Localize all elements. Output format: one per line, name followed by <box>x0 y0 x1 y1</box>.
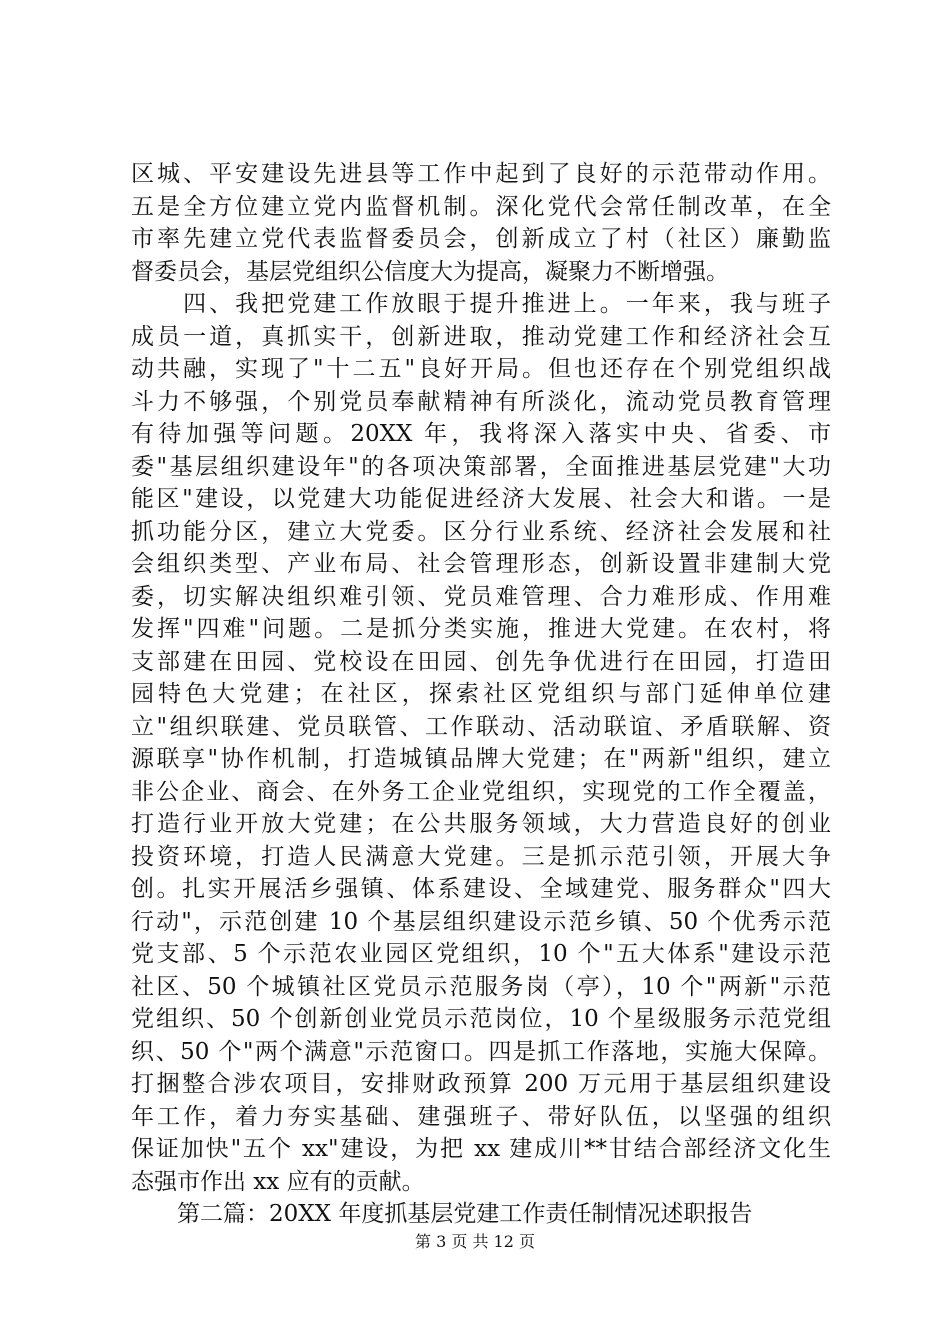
document-body <box>131 158 831 1231</box>
text-line: 织、50 个"两个满意"示范窗口。四是抓工作落地，实施大保障。 <box>131 1038 831 1065</box>
text-line: 园特色大党建；在社区，探索社区党组织与部门延伸单位建 <box>131 681 831 707</box>
text-line: 委，切实解决组织难引领、党员难管理、合力难形成、作用难 <box>131 583 831 610</box>
text-line: 督委员会，基层党组织公信度大为提高，凝聚力不断增强。 <box>131 258 729 285</box>
text-line: 发挥"四难"问题。二是抓分类实施，推进大党建。在农村，将 <box>131 616 831 642</box>
text-line: 委"基层组织建设年"的各项决策部署，全面推进基层党建"大功 <box>131 453 831 480</box>
text-line: 打捆整合涉农项目，安排财政预算 200 万元用于基层组织建设 <box>131 1071 831 1097</box>
text-line: 党组织、50 个创新创业党员示范岗位，10 个星级服务示范党组 <box>131 1006 831 1032</box>
text-line: 区城、平安建设先进县等工作中起到了良好的示范带动作用。 <box>131 161 831 187</box>
text-line: 立"组织联建、党员联管、工作联动、活动联谊、矛盾联解、资 <box>131 713 831 740</box>
text-line: 非公企业、商会、在外务工企业党组织，实现党的工作全覆盖， <box>131 778 831 805</box>
text-line: 能区"建设，以党建大功能促进经济大发展、社会大和谐。一是 <box>131 486 831 512</box>
text-line: 年工作，着力夯实基础、建强班子、带好队伍，以坚强的组织 <box>131 1103 831 1130</box>
text-line: 会组织类型、产业布局、社会管理形态，创新设置非建制大党 <box>131 551 831 577</box>
text-line: 斗力不够强，个别党员奉献精神有所淡化，流动党员教育管理 <box>131 388 831 415</box>
text-line: 五是全方位建立党内监督机制。深化党代会常任制改革，在全 <box>131 193 831 220</box>
text-line: 成员一道，真抓实干，创新进取，推动党建工作和经济社会互 <box>131 323 831 350</box>
text-line: 市率先建立党代表监督委员会，创新成立了村（社区）廉勤监 <box>131 226 831 252</box>
text-line: 四、我把党建工作放眼于提升推进上。一年来，我与班子 <box>131 291 831 317</box>
text-line: 行动"，示范创建 10 个基层组织建设示范乡镇、50 个优秀示范 <box>131 908 831 935</box>
section-heading: 第二篇：20XX 年度抓基层党建工作责任制情况述职报告 <box>131 1201 753 1227</box>
text-line: 保证加快"五个 xx"建设，为把 xx 建成川**甘结合部经济文化生 <box>131 1136 831 1162</box>
text-line: 社区、50 个城镇社区党员示范服务岗（亭），10 个"两新"示范 <box>131 973 831 1000</box>
page-footer: 第 3 页 共 12 页 <box>415 1232 535 1251</box>
text-line: 源联享"协作机制，打造城镇品牌大党建；在"两新"组织，建立 <box>131 746 831 772</box>
text-line: 创。扎实开展活乡强镇、体系建设、全域建党、服务群众"四大 <box>131 876 831 902</box>
text-line: 支部建在田园、党校设在田园、创先争优进行在田园，打造田 <box>131 648 831 675</box>
text-line: 动共融，实现了"十二五"良好开局。但也还存在个别党组织战 <box>131 356 831 382</box>
text-line: 有待加强等问题。20XX 年，我将深入落实中央、省委、市 <box>131 421 831 447</box>
text-line: 态强市作出 xx 应有的贡献。 <box>131 1168 425 1195</box>
text-line: 党支部、5 个示范农业园区党组织，10 个"五大体系"建设示范 <box>131 941 831 967</box>
text-line: 投资环境，打造人民满意大党建。三是抓示范引领，开展大争 <box>131 843 831 870</box>
text-line: 打造行业开放大党建；在公共服务领域，大力营造良好的创业 <box>131 811 831 837</box>
text-line: 抓功能分区，建立大党委。区分行业系统、经济社会发展和社 <box>131 518 831 545</box>
